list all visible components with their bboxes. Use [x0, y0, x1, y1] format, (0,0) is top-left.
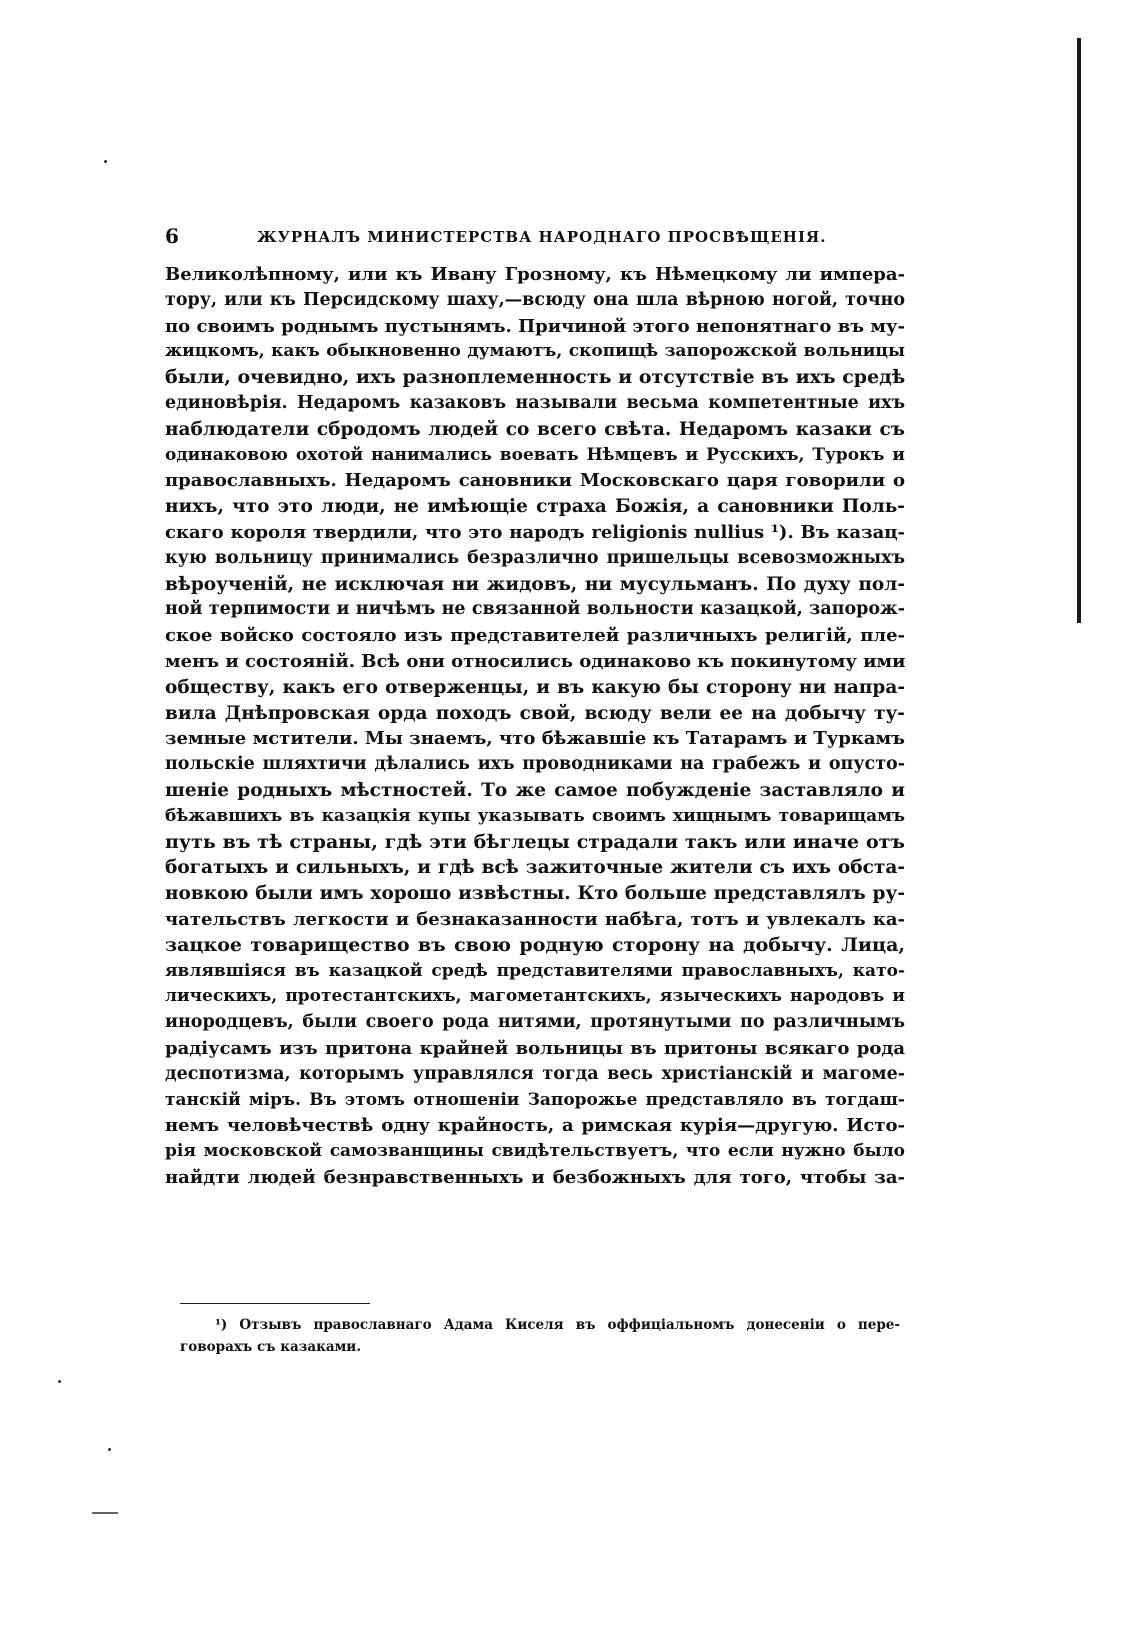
text-line: танскій міръ. Въ этомъ отношеніи Запорожье представляло въ тогдаш-	[165, 1089, 905, 1110]
text-line: ной терпимости и ничѣмъ не связанной вольности казацкой, запорож-	[165, 599, 905, 620]
running-head	[165, 222, 925, 252]
scan-speck	[104, 160, 107, 163]
text-line: православныхъ. Недаромъ сановники Московскаго царя говорили о	[165, 470, 905, 492]
scan-mark	[92, 1512, 118, 1514]
footnote	[180, 1314, 900, 1358]
text-line: радіусамъ изъ притона крайней вольницы въ притоны всякаго рода	[165, 1037, 905, 1059]
footnote-separator	[180, 1303, 370, 1304]
body-text	[165, 262, 905, 1191]
text-line: лическихъ, протестантскихъ, магометантскихъ, языческихъ народовъ и	[165, 986, 905, 1007]
text-line: шеніе родныхъ мѣстностей. То же самое побужденіе заставляло и	[165, 779, 905, 801]
text-line: ское войско состояло изъ представителей различныхъ религій, пле-	[165, 625, 905, 647]
text-line: земные мстители. Мы знаемъ, что бѣжавшіе къ Татарамъ и Туркамъ	[165, 728, 905, 750]
footnote-line: ¹) Отзывъ православнаго Адама Киселя въ оффиціальномъ донесеніи о пере-	[215, 1317, 900, 1333]
text-line: тору, или къ Персидскому шаху,—всюду она шла вѣрною ногой, точно	[165, 289, 905, 310]
text-line: нихъ, что это люди, не имѣющіе страха Божія, а сановники Поль-	[165, 496, 905, 518]
text-line: рія московской самозванщины свидѣтельствуетъ, что если нужно было	[165, 1141, 905, 1162]
scan-speck	[108, 1448, 111, 1451]
text-line: польскіе шляхтичи дѣлались ихъ проводниками на грабежъ и опусто-	[165, 754, 905, 775]
text-line: кую вольницу принимались безразлично пришельцы всевозможныхъ	[165, 547, 905, 568]
text-line: чательствъ легкости и безнаказанности набѣга, тотъ и увлекалъ ка-	[165, 908, 905, 930]
text-line: новкою были имъ хорошо извѣстны. Кто больше представлялъ ру-	[165, 883, 905, 905]
text-line: Великолѣпному, или къ Ивану Грозному, къ Нѣмецкому ли импера-	[165, 264, 905, 285]
text-line: по своимъ роднымъ пустынямъ. Причиной этого непонятнаго въ му-	[165, 315, 905, 337]
footnote-line: говорахъ съ казаками.	[180, 1339, 362, 1355]
text-line: обществу, какъ его отверженцы, и въ какую бы сторону ни напра-	[165, 676, 905, 698]
text-line: немъ человѣчествѣ одну крайность, а римская курія—другую. Исто-	[165, 1115, 905, 1137]
page-number: 6	[165, 224, 179, 248]
text-line: бѣжавшихъ въ казацкія купы указывать своимъ хищнымъ товарищамъ	[165, 805, 905, 826]
text-line: одинаковою охотой нанимались воевать Нѣмцевъ и Русскихъ, Турокъ и	[165, 444, 905, 465]
text-line: жицкомъ, какъ обыкновенно думаютъ, скопищѣ запорожской вольницы	[165, 341, 905, 362]
text-line: менъ и состояній. Всѣ они относились одинаково къ покинутому ими	[165, 650, 906, 672]
text-line: наблюдатели сбродомъ людей со всего свѣта. Недаромъ казаки съ	[165, 418, 905, 440]
text-line: найдти людей безнравственныхъ и безбожныхъ для того, чтобы за-	[165, 1166, 905, 1188]
text-line: вила Днѣпровская орда походъ свой, всюду вели ее на добычу ту-	[165, 702, 905, 724]
text-line: были, очевидно, ихъ разноплеменность и отсутствіе въ ихъ средѣ	[165, 366, 906, 389]
text-line: инородцевъ, были своего рода нитями, протянутыми по различнымъ	[165, 1012, 905, 1033]
scan-speck	[58, 1380, 61, 1383]
text-line: деспотизма, которымъ управлялся тогда весь христіанскій и магоме-	[165, 1063, 905, 1084]
scan-binding-line	[1077, 38, 1081, 623]
text-line: единовѣрія. Недаромъ казаковъ называли весьма компетентные ихъ	[165, 392, 905, 413]
journal-title: ЖУРНАЛЪ МИНИСТЕРСТВА НАРОДНАГО ПРОСВѢЩЕНІЯ.	[257, 228, 827, 246]
text-line: путь въ тѣ страны, гдѣ эти бѣглецы страдали такъ или иначе отъ	[165, 830, 905, 853]
text-line: вѣроученій, не исключая ни жидовъ, ни мусульманъ. По духу пол-	[165, 573, 905, 595]
text-line: являвшіяся въ казацкой средѣ представителями православныхъ, като-	[165, 960, 905, 981]
text-line: скаго короля твердили, что это народъ religionis nullius ¹). Въ казац-	[165, 521, 905, 543]
text-line: зацкое товарищество въ свою родную сторону на добычу. Лица,	[165, 933, 905, 956]
text-line: богатыхъ и сильныхъ, и гдѣ всѣ зажиточные жители съ ихъ обста-	[165, 857, 905, 879]
